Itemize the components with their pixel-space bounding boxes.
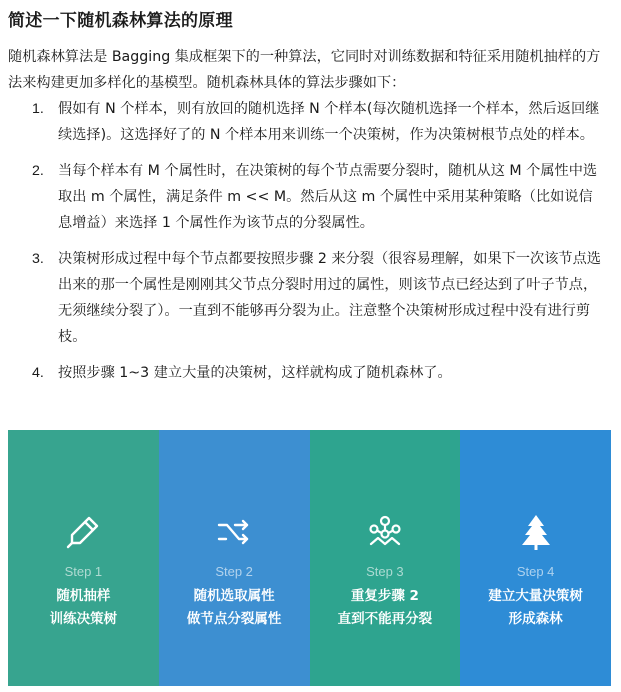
banner-panel-step-2 — [159, 430, 310, 686]
step-title-line1: 建立大量决策树 — [488, 588, 583, 604]
step-title-line1: 重复步骤 2 — [350, 588, 419, 604]
banner-panel-step-3 — [310, 430, 461, 686]
step-text: 当每个样本有 M 个属性时，在决策树的每个节点需要分裂时，随机从这 M 个属性中选取出 m 个属性，满足条件 m << M。然后从这 m 个属性中采用某种策略（比如说信息增益）来选择 1 个属性作为该节点的分裂属性。 — [58, 163, 598, 231]
step-label: Step 1 — [64, 564, 103, 579]
step-title-line1: 随机选取属性 — [193, 588, 275, 604]
step-item — [0, 360, 606, 386]
steps-list — [0, 96, 621, 396]
step-number: 3. — [32, 251, 44, 267]
step-text: 按照步骤 1~3 建立大量的决策树，这样就构成了随机森林了。 — [58, 365, 452, 381]
step-item — [0, 246, 606, 350]
banner-panel-step-1 — [8, 430, 159, 686]
step-title-line2: 形成森林 — [508, 611, 563, 627]
step-text: 决策树形成过程中每个节点都要按照步骤 2 来分裂（很容易理解，如果下一次该节点选出来的那一个属性是刚刚其父节点分裂时用过的属性，则该节点已经达到了叶子节点，无须继续分裂了）。一直到不能够再分裂为止。注意整个决策树形成过程中没有进行剪枝。 — [58, 251, 601, 345]
step-title-line1: 随机抽样 — [56, 588, 111, 604]
page-title: 简述一下随机森林算法的原理 — [8, 11, 233, 31]
step-label: Step 2 — [215, 564, 253, 579]
pen-icon — [63, 512, 103, 552]
step-title-line2: 做节点分裂属性 — [186, 611, 282, 627]
step-label: Step 4 — [516, 564, 555, 579]
network-icon — [365, 512, 405, 552]
step-number: 4. — [32, 365, 44, 381]
intro-paragraph: 随机森林算法是 Bagging 集成框架下的一种算法，它同时对训练数据和特征采用随机抽样的方法来构建更加多样化的基模型。随机森林具体的算法步骤如下： — [8, 49, 601, 91]
step-number: 2. — [32, 163, 44, 179]
step-text: 假如有 N 个样本，则有放回的随机选择 N 个样本(每次随机选择一个样本，然后返回继续选择)。这选择好了的 N 个样本用来训练一个决策树，作为决策树根节点处的样本。 — [58, 101, 600, 143]
banner-panel-step-4 — [460, 430, 611, 686]
steps-banner — [8, 430, 611, 686]
step-item — [0, 158, 606, 236]
step-item — [0, 96, 606, 148]
shuffle-icon — [214, 512, 254, 552]
step-label: Step 3 — [366, 564, 404, 579]
step-number: 1. — [32, 101, 44, 117]
tree-icon — [516, 512, 556, 552]
step-title-line2: 直到不能再分裂 — [337, 611, 433, 627]
step-title-line2: 训练决策树 — [49, 611, 118, 627]
